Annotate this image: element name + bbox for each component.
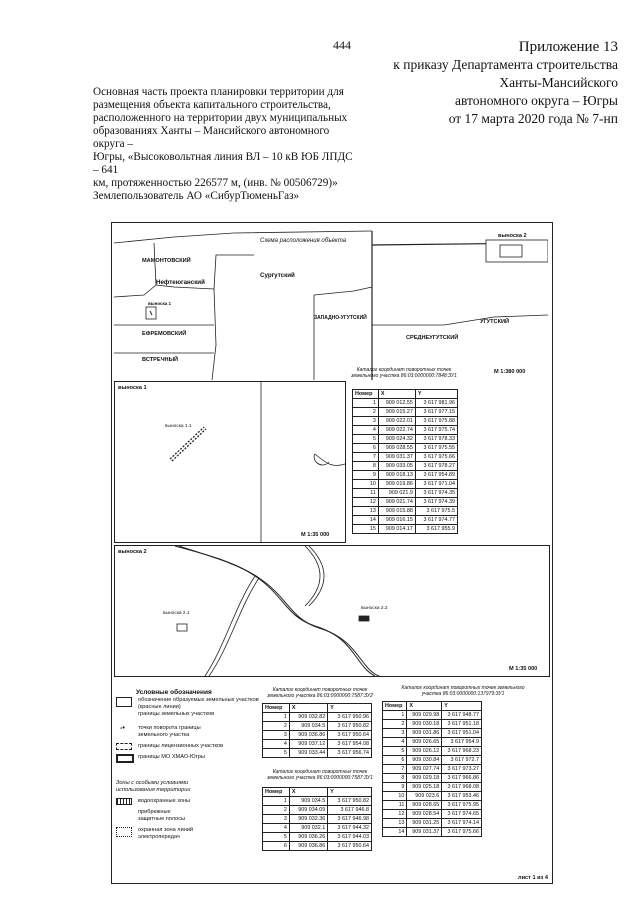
table-row	[353, 453, 458, 462]
intro-line: Основная часть проекта планировки территории для	[93, 86, 344, 98]
table-cell: 3	[263, 731, 290, 740]
table-row	[263, 749, 372, 758]
table-cell: 1	[383, 711, 407, 720]
table-row	[383, 810, 482, 819]
appendix-line: Приложение 13	[518, 39, 618, 55]
zone-item: охранная зона линий электропередач	[138, 827, 194, 840]
table-cell: 909 029.18	[407, 774, 442, 783]
table1-caption: Каталог координат поворотных точек земельного участка 86:03:0000000:7848:ЗУ1	[351, 367, 457, 379]
table-row	[383, 828, 482, 837]
coord-table-2	[262, 703, 372, 758]
zones-title: Зоны с особыми условиями использования территории	[116, 780, 191, 793]
intro-line: Землепользователь АО «СибурТюменьГаз»	[93, 190, 300, 202]
col-number: Номер	[263, 788, 290, 797]
table-cell: 909 034.5	[289, 797, 327, 806]
table-row	[263, 722, 372, 731]
table-cell: 909 036.86	[289, 731, 327, 740]
map-sheet	[111, 222, 553, 884]
table-cell: 12	[353, 498, 379, 507]
table-row	[353, 489, 458, 498]
table-cell: 14	[383, 828, 407, 837]
table-row	[383, 801, 482, 810]
table4-body	[383, 711, 482, 837]
table-cell: 3 617 974.39	[415, 498, 457, 507]
table-row	[263, 833, 372, 842]
table-row	[353, 525, 458, 534]
table-cell: 1	[263, 713, 290, 722]
table-cell: 4	[353, 426, 379, 435]
table3-caption: Каталог координат поворотных точек земельного участка 86:03:0000000:7587:ЗУ1	[267, 769, 373, 781]
table-cell: 909 021.9	[378, 489, 415, 498]
table-row	[383, 774, 482, 783]
col-y: Y	[328, 704, 372, 713]
table-cell: 3 617 975.66	[442, 828, 482, 837]
table-cell: 3	[383, 729, 407, 738]
appendix-block	[393, 38, 618, 128]
table-cell: 909 031.86	[407, 729, 442, 738]
table-cell: 3 617 975.88	[415, 417, 457, 426]
label-efremovsky: ЕФРЕМОВСКИЙ	[142, 331, 187, 337]
table-cell: 7	[353, 453, 379, 462]
table-cell: 909 026.65	[407, 738, 442, 747]
label-sredneugutsky: СРЕДНЕУГУТСКИЙ	[406, 335, 459, 341]
table-cell: 6	[383, 756, 407, 765]
table-cell: 3 617 971.04	[415, 480, 457, 489]
label-vynoska1-small: выноска 1	[148, 301, 172, 306]
legend-title: Условные обозначения	[136, 689, 212, 696]
table-cell: 909 012.55	[378, 399, 415, 408]
table-cell: 3 617 978.33	[415, 435, 457, 444]
table-cell: 6	[263, 842, 290, 851]
table-cell: 13	[353, 507, 379, 516]
table-row	[263, 740, 372, 749]
table-cell: 909 019.86	[378, 480, 415, 489]
legend-swatch-mo	[116, 754, 134, 763]
legend-item: точки поворота границы земельного участка	[138, 725, 201, 738]
table-cell: 3 617 951.04	[442, 729, 482, 738]
table-cell: 909 014.17	[378, 525, 415, 534]
coord-table-1	[352, 389, 458, 534]
table-cell: 909 015.88	[378, 507, 415, 516]
table-cell: 4	[263, 740, 290, 749]
vynoska2-title: выноска 2	[118, 549, 147, 555]
table-header-row	[263, 704, 372, 713]
intro-line: образованиях Ханты – Мансийского автономного округа –	[93, 125, 330, 150]
table-cell: 3	[263, 815, 290, 824]
table-cell: 3 617 950.82	[328, 722, 372, 731]
table-cell: 909 018.13	[378, 471, 415, 480]
table-row	[383, 756, 482, 765]
table4-caption: Каталог координат поворотных точек земельного участка 86:03:0000000:137979:ЗУ1	[401, 685, 525, 697]
table-cell: 3 617 951.18	[442, 720, 482, 729]
table-cell: 4	[383, 738, 407, 747]
scheme-title: Схема расположения объекта	[260, 238, 347, 244]
table-cell: 909 031.37	[378, 453, 415, 462]
sheet-number: лист 1 из 4	[518, 875, 548, 881]
table-cell: 909 031.25	[407, 819, 442, 828]
zone-item: прибрежные защитные полосы	[138, 809, 186, 822]
table-header-row	[353, 390, 458, 399]
table-header-row	[383, 702, 482, 711]
table-row	[353, 462, 458, 471]
table-cell: 6	[353, 444, 379, 453]
table-cell: 3 617 953.46	[442, 792, 482, 801]
table-cell: 909 022.01	[378, 417, 415, 426]
table-cell: 909 028.65	[407, 801, 442, 810]
table-cell: 10	[353, 480, 379, 489]
table-row	[383, 738, 482, 747]
table-cell: 11	[353, 489, 379, 498]
table-cell: 11	[383, 801, 407, 810]
table-cell: 5	[353, 435, 379, 444]
table-cell: 909 037.12	[289, 740, 327, 749]
table-row	[263, 824, 372, 833]
table-row	[263, 797, 372, 806]
vynoska2-sub2: выноска 2.2	[361, 606, 388, 611]
table-row	[263, 815, 372, 824]
coord-table-4	[382, 701, 482, 837]
zone-swatch-water	[116, 798, 132, 805]
table-cell: 3 617 968.23	[442, 747, 482, 756]
table-cell: 3 617 974.14	[442, 819, 482, 828]
table-row	[353, 426, 458, 435]
col-y: Y	[328, 788, 372, 797]
table-row	[383, 747, 482, 756]
col-x: X	[378, 390, 415, 399]
table-cell: 909 025.18	[407, 783, 442, 792]
table-cell: 3 617 950.96	[328, 713, 372, 722]
intro-line: Югры, «Высоковольтная линия ВЛ – 10 кВ ЮБ ЛПДС – 641	[93, 151, 353, 176]
label-zapadno-ugutsky: ЗАПАДНО-УГУТСКИЙ	[314, 315, 367, 321]
table-cell: 3 617 954.89	[415, 471, 457, 480]
table-row	[353, 516, 458, 525]
table-cell: 3 617 975.5	[415, 507, 457, 516]
table-row	[383, 819, 482, 828]
table-cell: 3 617 955.9	[415, 525, 457, 534]
table-row	[383, 792, 482, 801]
table-cell: 2	[383, 720, 407, 729]
table-cell: 3 617 944.03	[328, 833, 372, 842]
table-row	[353, 435, 458, 444]
table-cell: 909 021.74	[378, 498, 415, 507]
table-cell: 909 036.86	[289, 842, 327, 851]
appendix-line: к приказу Департамента строительства	[393, 57, 618, 72]
table-cell: 5	[263, 833, 290, 842]
appendix-line: Ханты-Мансийского	[499, 75, 618, 90]
legend-item: границы земельных участков	[138, 711, 215, 717]
vynoska1-sub: выноска 1.1	[165, 424, 192, 429]
intro-line: размещения объекта капитального строительства,	[93, 99, 331, 111]
vynoska1-scale: М 1:35 000	[301, 532, 330, 538]
table-cell: 3 617 978.27	[415, 462, 457, 471]
table-cell: 909 030.18	[407, 720, 442, 729]
table-cell: 909 034.09	[289, 806, 327, 815]
table-cell: 909 032.1	[289, 824, 327, 833]
table-cell: 3 617 975.74	[415, 426, 457, 435]
vynoska1-lines	[115, 382, 345, 542]
vynoska1-title: выноска 1	[118, 385, 147, 391]
col-x: X	[407, 702, 442, 711]
table2-body	[263, 713, 372, 758]
table-row	[383, 711, 482, 720]
scale-main: М 1:380 000	[494, 369, 526, 375]
table-cell: 15	[353, 525, 379, 534]
col-y: Y	[415, 390, 457, 399]
table-cell: 3 617 972.7	[442, 756, 482, 765]
legend-swatch-license	[116, 743, 132, 750]
table-row	[353, 417, 458, 426]
col-number: Номер	[383, 702, 407, 711]
appendix-line: автономного округа – Югры	[455, 93, 618, 108]
table-cell: 909 016.15	[378, 516, 415, 525]
table-cell: 8	[353, 462, 379, 471]
appendix-line: от 17 марта 2020 года № 7-нп	[448, 111, 618, 126]
table-row	[263, 842, 372, 851]
table-cell: 14	[353, 516, 379, 525]
table-cell: 909 023.6	[407, 792, 442, 801]
table-cell: 909 031.37	[407, 828, 442, 837]
zone-swatch-power	[116, 827, 132, 837]
table-cell: 909 015.27	[378, 408, 415, 417]
table-cell: 3 617 950.64	[328, 731, 372, 740]
table-cell: 10	[383, 792, 407, 801]
table-cell: 909 034.5	[289, 722, 327, 731]
vynoska1-panel	[114, 381, 346, 543]
table-cell: 909 032.36	[289, 815, 327, 824]
table-cell: 13	[383, 819, 407, 828]
intro-text	[93, 86, 358, 203]
table-cell: 2	[263, 806, 290, 815]
table-cell: 3	[353, 417, 379, 426]
table-cell: 3 617 975.55	[415, 444, 457, 453]
table-cell: 909 033.05	[378, 462, 415, 471]
table-row	[263, 731, 372, 740]
table1-body	[353, 399, 458, 534]
table-cell: 8	[383, 774, 407, 783]
legend-swatch-plots	[116, 697, 132, 707]
table-row	[263, 713, 372, 722]
table-cell: 5	[383, 747, 407, 756]
vynoska2-scale: М 1:35 000	[509, 666, 538, 672]
table-row	[263, 806, 372, 815]
table-cell: 909 030.84	[407, 756, 442, 765]
legend-item: границы лицензионных участков	[138, 743, 224, 749]
table-cell: 3 617 975.95	[442, 801, 482, 810]
table-cell: 3 617 974.77	[415, 516, 457, 525]
table-cell: 3 617 974.65	[442, 810, 482, 819]
table-cell: 909 036.26	[289, 833, 327, 842]
table-cell: 2	[353, 408, 379, 417]
table-cell: 909 033.44	[289, 749, 327, 758]
page-number: 444	[333, 38, 351, 52]
col-number: Номер	[263, 704, 290, 713]
table-cell: 9	[353, 471, 379, 480]
table-cell: 4	[263, 824, 290, 833]
table-cell: 3 617 977.15	[415, 408, 457, 417]
table-cell: 3 617 946.98	[328, 815, 372, 824]
table-row	[353, 471, 458, 480]
col-x: X	[289, 704, 327, 713]
label-vynoska2-top: выноска 2	[498, 233, 527, 239]
table-cell: 9	[383, 783, 407, 792]
col-y: Y	[442, 702, 482, 711]
label-surgutsky: Сургутский	[260, 272, 295, 279]
table-row	[383, 765, 482, 774]
coord-table-3	[262, 787, 372, 851]
table-cell: 909 027.74	[407, 765, 442, 774]
table-row	[353, 399, 458, 408]
table-row	[353, 408, 458, 417]
table3-body	[263, 797, 372, 851]
table-cell: 3 617 950.82	[328, 797, 372, 806]
table-cell: 1	[263, 797, 290, 806]
vynoska2-panel	[114, 545, 550, 677]
table-cell: 3 617 948.77	[442, 711, 482, 720]
table-cell: 909 022.74	[378, 426, 415, 435]
label-ugutsky: УГУТСКИЙ	[480, 319, 510, 325]
col-x: X	[289, 788, 327, 797]
table-cell: 7	[383, 765, 407, 774]
overview-map	[114, 225, 548, 380]
table-cell: 1	[353, 399, 379, 408]
table-row	[383, 720, 482, 729]
table-cell: 3 617 954.08	[328, 740, 372, 749]
table-row	[383, 783, 482, 792]
table-cell: 3 617 954.9	[442, 738, 482, 747]
zone-item: водоохранные зоны	[138, 798, 190, 804]
table-cell: 3 617 973.27	[442, 765, 482, 774]
table-cell: 909 032.82	[289, 713, 327, 722]
table-cell: 3 617 974.35	[415, 489, 457, 498]
table-cell: 3 617 956.74	[328, 749, 372, 758]
table-row	[353, 480, 458, 489]
table-row	[353, 507, 458, 516]
legend-item: границы МО ХМАО-Югры	[138, 754, 205, 760]
col-number: Номер	[353, 390, 379, 399]
table2-caption: Каталог координат поворотных точек земельного участка 86:03:0000000:7587:ЗУ2	[267, 687, 373, 699]
table-cell: 3 617 944.32	[328, 824, 372, 833]
label-mamontovsky: МАМОНТОВСКИЙ	[142, 258, 191, 264]
vynoska2-sub1: выноска 2.1	[163, 611, 190, 616]
table-cell: 909 028.55	[378, 444, 415, 453]
table-cell: 3 617 981.96	[415, 399, 457, 408]
table-row	[383, 729, 482, 738]
table-cell: 5	[263, 749, 290, 758]
table-cell: 3 617 950.64	[328, 842, 372, 851]
table-cell: 3 617 946.8	[328, 806, 372, 815]
table-row	[353, 444, 458, 453]
table-cell: 909 026.12	[407, 747, 442, 756]
table-cell: 909 028.54	[407, 810, 442, 819]
table-cell: 3 617 968.08	[442, 783, 482, 792]
table-cell: 909 029.98	[407, 711, 442, 720]
intro-line: расположенного на территории двух муниципальных	[93, 112, 348, 124]
table-cell: 909 024.32	[378, 435, 415, 444]
table-header-row	[263, 788, 372, 797]
point-marker-icon: -•	[120, 725, 125, 732]
table-cell: 3 617 966.86	[442, 774, 482, 783]
table-row	[353, 498, 458, 507]
label-vstrechny: ВСТРЕЧНЫЙ	[142, 357, 179, 363]
label-nefteyugansky: Нефтеюганский	[156, 279, 205, 286]
table-cell: 3 617 975.66	[415, 453, 457, 462]
table-cell: 2	[263, 722, 290, 731]
table-cell: 12	[383, 810, 407, 819]
legend-item: обозначение образуемых земельных участков (красные линии)	[138, 697, 259, 710]
intro-line: км, протяженностью 226577 м, (инв. № 00506729)»	[93, 177, 338, 189]
overview-map-lines	[114, 225, 548, 380]
